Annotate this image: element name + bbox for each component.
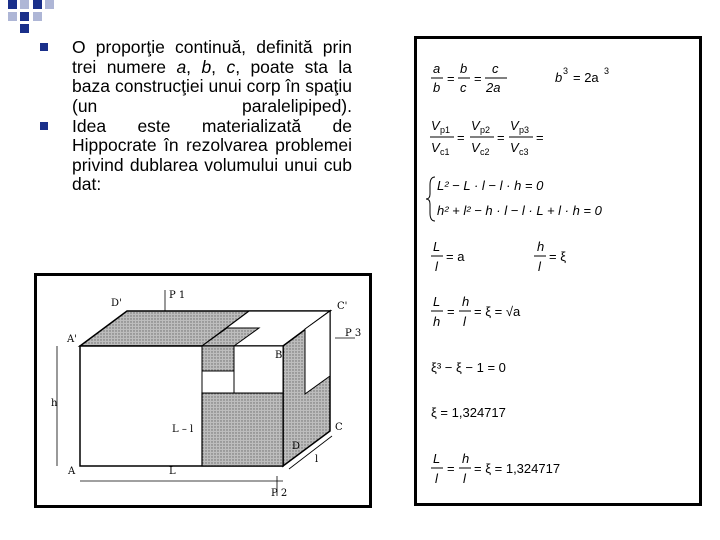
label-b1: B' <box>275 350 286 361</box>
corner-square <box>33 12 42 21</box>
label-p2: P 2 <box>271 488 288 499</box>
f2-v: V <box>431 118 440 133</box>
f5-h: h <box>433 314 441 329</box>
label-c: C <box>335 422 343 433</box>
label-h: h <box>51 398 58 409</box>
parallelepiped-drawing <box>37 276 369 505</box>
label-l: l <box>315 454 319 465</box>
f4-l2: l <box>538 259 541 274</box>
label-c1: C' <box>337 301 348 312</box>
f1-r-eq: = 2a <box>573 70 599 85</box>
f3-line1: L² − L · l − l · h = 0 <box>437 178 544 193</box>
f5-eq: = ξ = √a <box>474 304 521 319</box>
svg-text:=: = <box>457 130 465 145</box>
f8-l2: l <box>463 471 466 486</box>
bullet-list <box>40 38 352 214</box>
front-shaded <box>202 393 283 466</box>
corner-square <box>20 0 29 9</box>
f4-h: h <box>537 239 545 254</box>
bullet-item <box>40 117 352 215</box>
f2-v: V <box>431 140 440 155</box>
f8-l: l <box>435 471 438 486</box>
svg-text:=: = <box>447 304 455 319</box>
f2-c2: c2 <box>480 147 490 157</box>
f2-p3: p3 <box>519 125 530 135</box>
f4-l: l <box>435 259 438 274</box>
label-L: L <box>169 466 176 477</box>
f2-v: V <box>471 118 480 133</box>
f2-p1: p1 <box>440 125 451 135</box>
corner-square <box>8 12 17 21</box>
svg-text:=: = <box>447 461 455 476</box>
f1-c2: c <box>492 61 499 76</box>
corner-square <box>8 0 17 9</box>
f1-c: c <box>460 80 467 95</box>
f1-r-b: b <box>555 70 563 85</box>
front-small-white <box>202 371 234 393</box>
bullet-marker <box>40 122 48 130</box>
corner-square <box>20 12 29 21</box>
f8-h: h <box>462 451 470 466</box>
label-d: D <box>292 441 301 452</box>
label-d1: D' <box>111 298 122 309</box>
f2-p2: p2 <box>480 125 491 135</box>
f5-l: l <box>463 314 466 329</box>
bullet-text: O proporţie continuă, definită prin trei numere a, b, c, poate sta la baza construcţiei unui corp în spaţiu (un paralelipiped). <box>72 37 352 116</box>
formula-panel <box>414 36 702 506</box>
f5-h2: h <box>462 294 470 309</box>
corner-square <box>45 0 54 9</box>
label-p3: P 3 <box>345 328 362 339</box>
f6: ξ³ − ξ − 1 = 0 <box>431 360 506 375</box>
svg-text:=: = <box>474 71 482 86</box>
f1-r-3b: 3 <box>604 66 610 76</box>
label-p1: P 1 <box>169 290 186 301</box>
f1-a: a <box>433 61 441 76</box>
f4-xi: = ξ <box>549 249 567 264</box>
f8-eq: = ξ = 1,324717 <box>474 461 561 476</box>
f1-r-3: 3 <box>563 66 569 76</box>
f1-2a: 2a <box>486 80 501 95</box>
f2-v: V <box>510 118 519 133</box>
corner-square <box>33 0 42 9</box>
f8-L: L <box>433 451 441 466</box>
svg-text:=: = <box>536 130 544 145</box>
bullet-marker <box>40 43 48 51</box>
corner-square <box>20 24 29 33</box>
f2-c3: c3 <box>519 147 529 157</box>
formula-drawing <box>417 39 699 503</box>
f2-v: V <box>510 140 519 155</box>
parallelepiped-figure <box>34 273 372 508</box>
f1-b2: b <box>460 61 468 76</box>
f1-b: b <box>433 80 441 95</box>
label-a1: A' <box>67 334 77 345</box>
f2-v: V <box>471 140 480 155</box>
svg-text:=: = <box>447 71 455 86</box>
f4-a: = a <box>446 249 465 264</box>
label-a: A <box>68 466 76 477</box>
label-l-minus-1: L – l <box>172 424 194 435</box>
brace <box>426 177 435 221</box>
f5-L: L <box>433 294 441 309</box>
bullet-text: Idea este materializată de Hippocrate în rezolvarea problemei privind dublarea volumului unui cub dat: <box>72 115 352 194</box>
front-small-shaded <box>202 346 234 371</box>
f7: ξ = 1,324717 <box>431 405 506 420</box>
f3-line2: h² + l² − h · l − l · L + l · h = 0 <box>437 203 602 218</box>
f2-c1: c1 <box>440 147 450 157</box>
f4-L: L <box>433 239 441 254</box>
svg-text:=: = <box>497 130 505 145</box>
